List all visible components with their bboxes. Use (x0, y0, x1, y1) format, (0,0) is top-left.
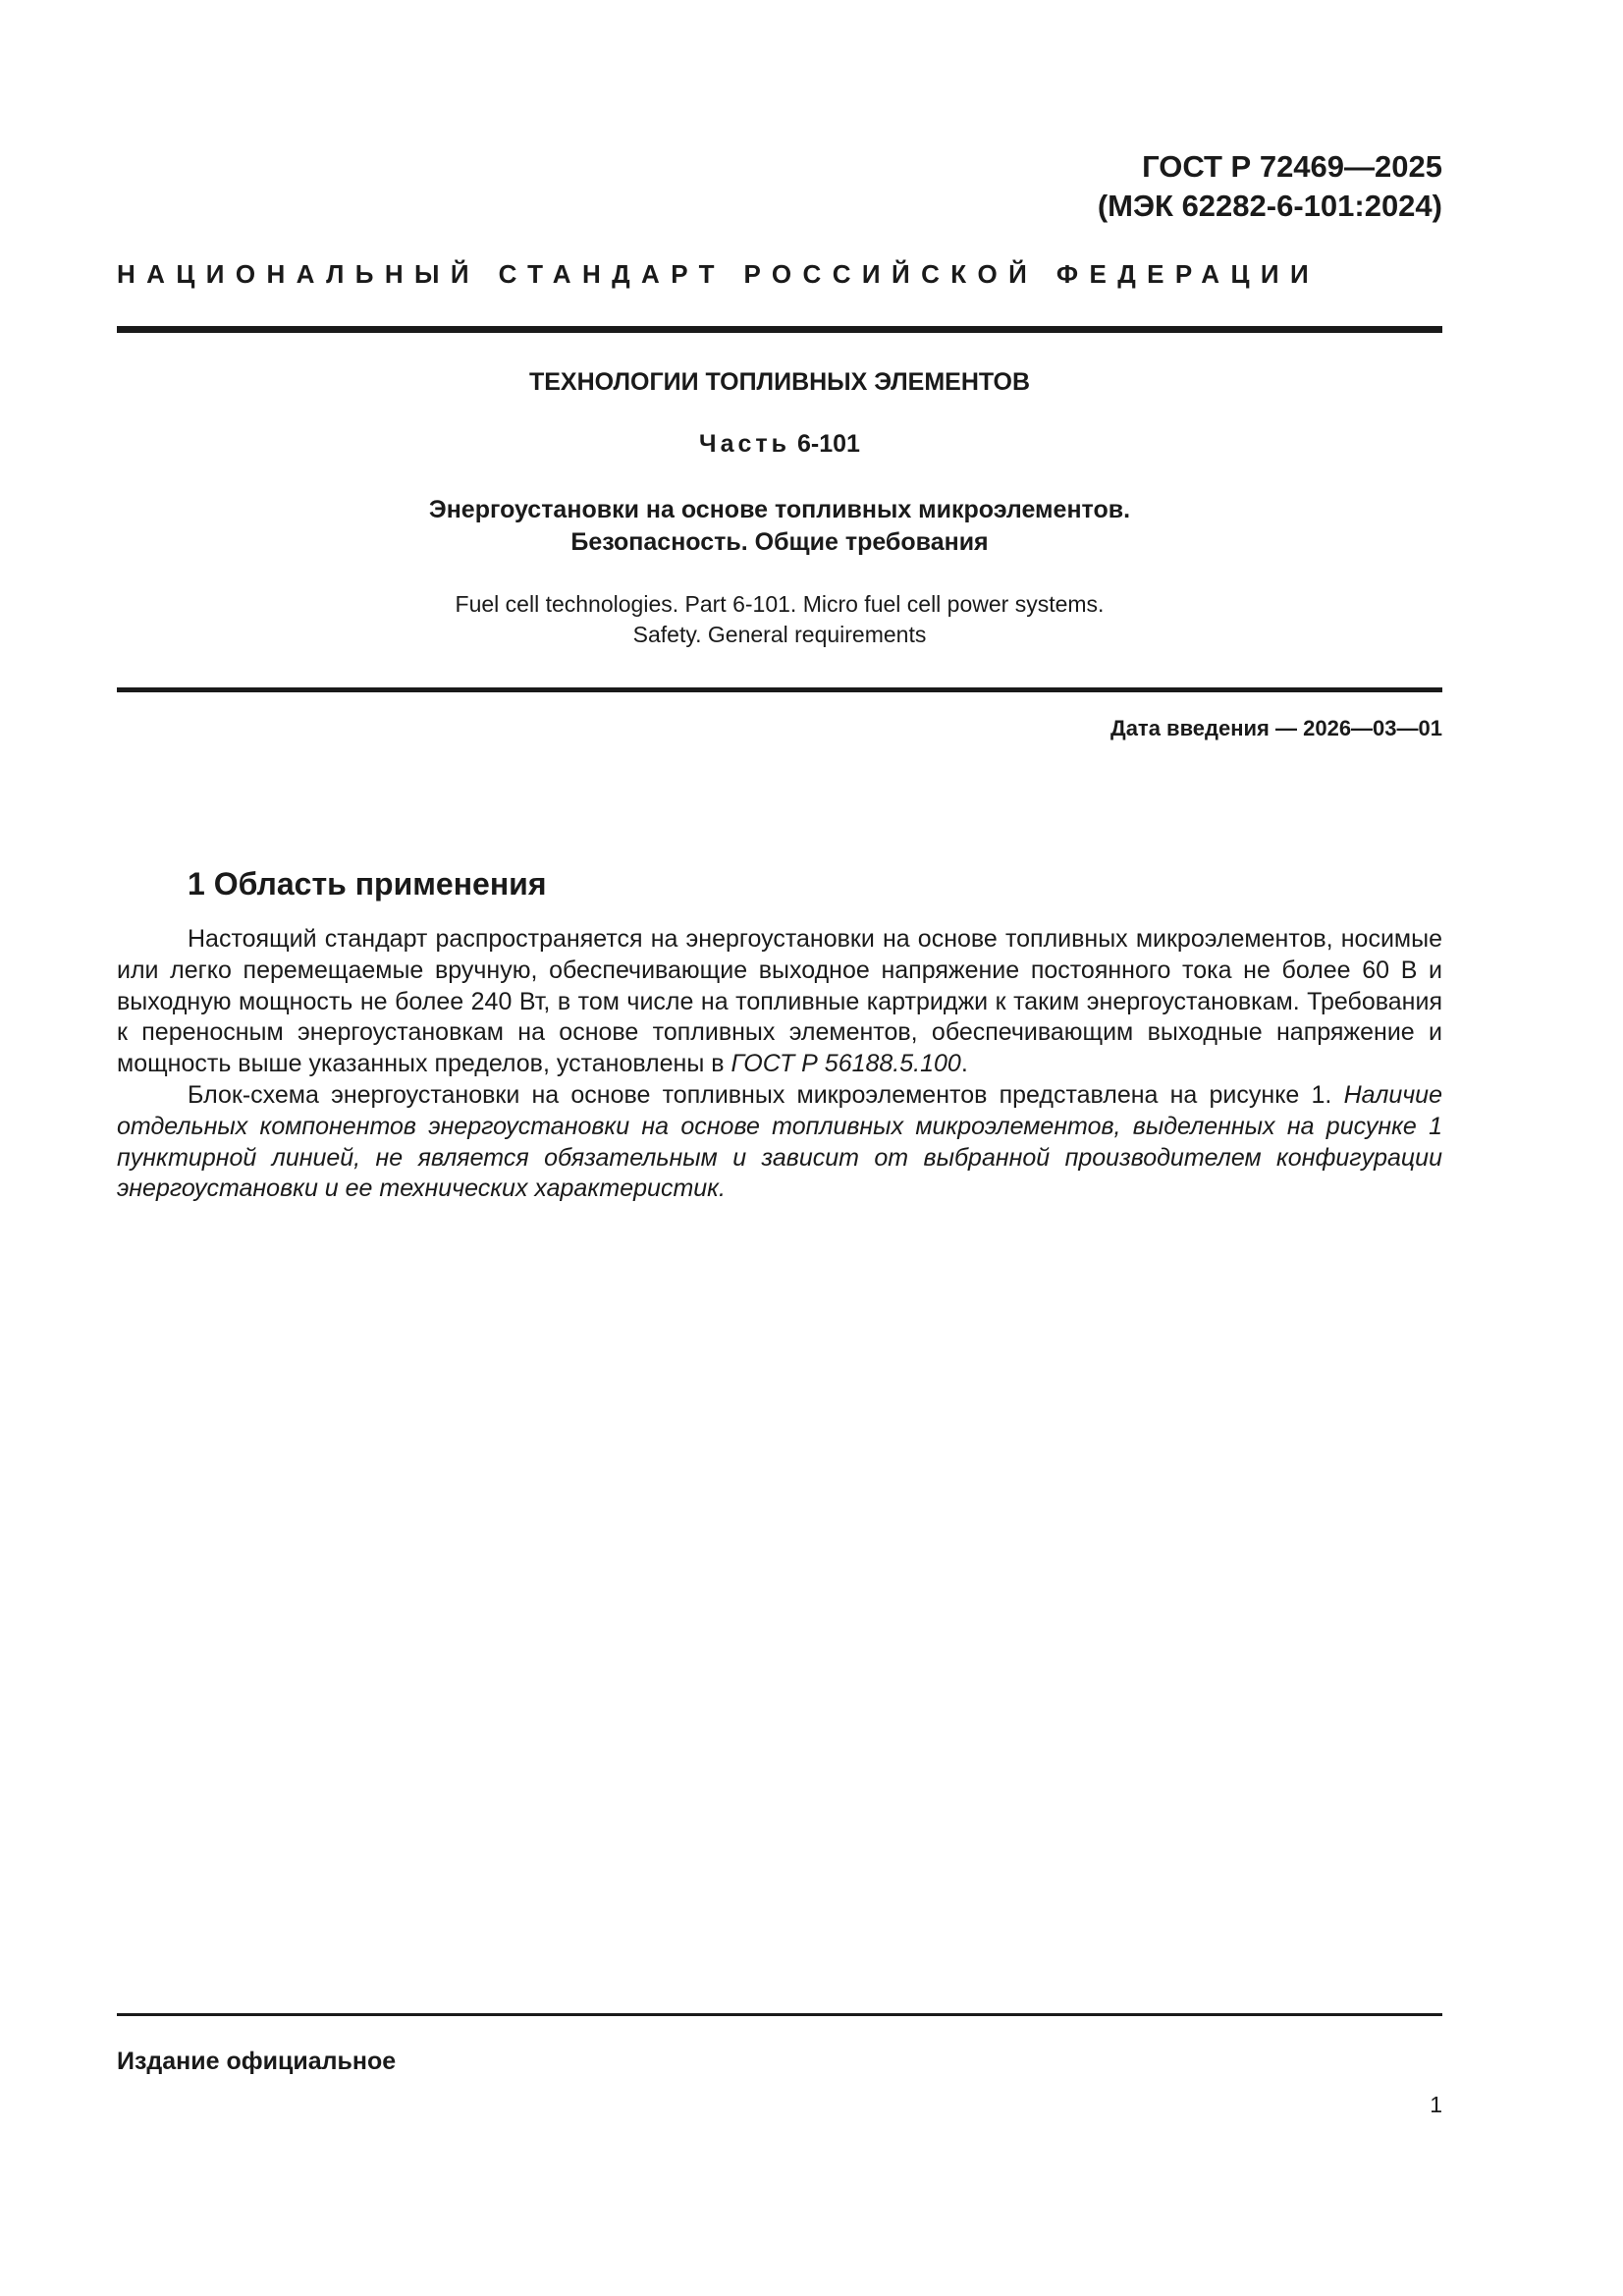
footer-rule (117, 2013, 1442, 2016)
subtitle-line-2: Безопасность. Общие требования (570, 528, 989, 556)
paragraph-2-italic: Наличие отдельных компонентов энергоустановки на основе топливных микроэлементов, выделенных на рисунке 1 пунктирной линией, не является обязательным и зависит от выбранной производителем конфигурации энергоустановки и ее технических характеристик. (117, 1080, 1442, 1203)
standard-designation (1098, 147, 1442, 226)
section-heading: 1 Область применения (188, 866, 547, 902)
paragraph-2-text: Блок-схема энергоустановки на основе топливных микроэлементов представлена на рисунке 1. (188, 1080, 1344, 1109)
part-word: Часть (699, 430, 791, 458)
paragraph-1-end: . (960, 1050, 968, 1078)
document-title: ТЕХНОЛОГИИ ТОПЛИВНЫХ ЭЛЕМЕНТОВ (528, 368, 1031, 396)
gost-reference: ГОСТ Р 56188.5.100 (730, 1050, 961, 1078)
part-number: 6-101 (797, 430, 860, 458)
title-bottom-rule (117, 687, 1442, 692)
iec-number: (МЭК 62282-6-101:2024) (1097, 189, 1442, 223)
top-rule (117, 326, 1442, 333)
english-title-line-2: Safety. General requirements (632, 622, 927, 647)
paragraph-1-text: Настоящий стандарт распространяется на энергоустановки на основе топливных микроэлементов, носимые или легко перемещаемые вручную, обеспечивающие выходное напряжение постоянного тока не более 60 В и выходную мощность не более 240 Вт, в том числе на топливные картриджи к таким энергоустановкам. Требования к переносным энергоустановкам на основе топливных элементов, обеспечивающим выходные напряжение и мощность выше указанных пределов, установлены в (117, 925, 1442, 1078)
section-body (117, 924, 1442, 1205)
subtitle-line-1: Энергоустановки на основе топливных микроэлементов. (428, 496, 1131, 523)
standard-number: ГОСТ Р 72469—2025 (1142, 149, 1442, 184)
part-line (117, 428, 1442, 460)
english-title (117, 589, 1442, 650)
official-edition-label: Издание официальное (117, 2048, 397, 2075)
document-subtitle (117, 494, 1442, 559)
paragraph-1 (117, 924, 1442, 1080)
english-title-line-1: Fuel cell technologies. Part 6-101. Micro fuel cell power systems. (455, 591, 1105, 617)
introduction-date: Дата введения — 2026—03—01 (1110, 716, 1442, 740)
page-number: 1 (1430, 2092, 1442, 2117)
paragraph-2 (117, 1080, 1442, 1205)
national-standard-banner: НАЦИОНАЛЬНЫЙ СТАНДАРТ РОССИЙСКОЙ ФЕДЕРАЦИИ (117, 259, 1321, 289)
